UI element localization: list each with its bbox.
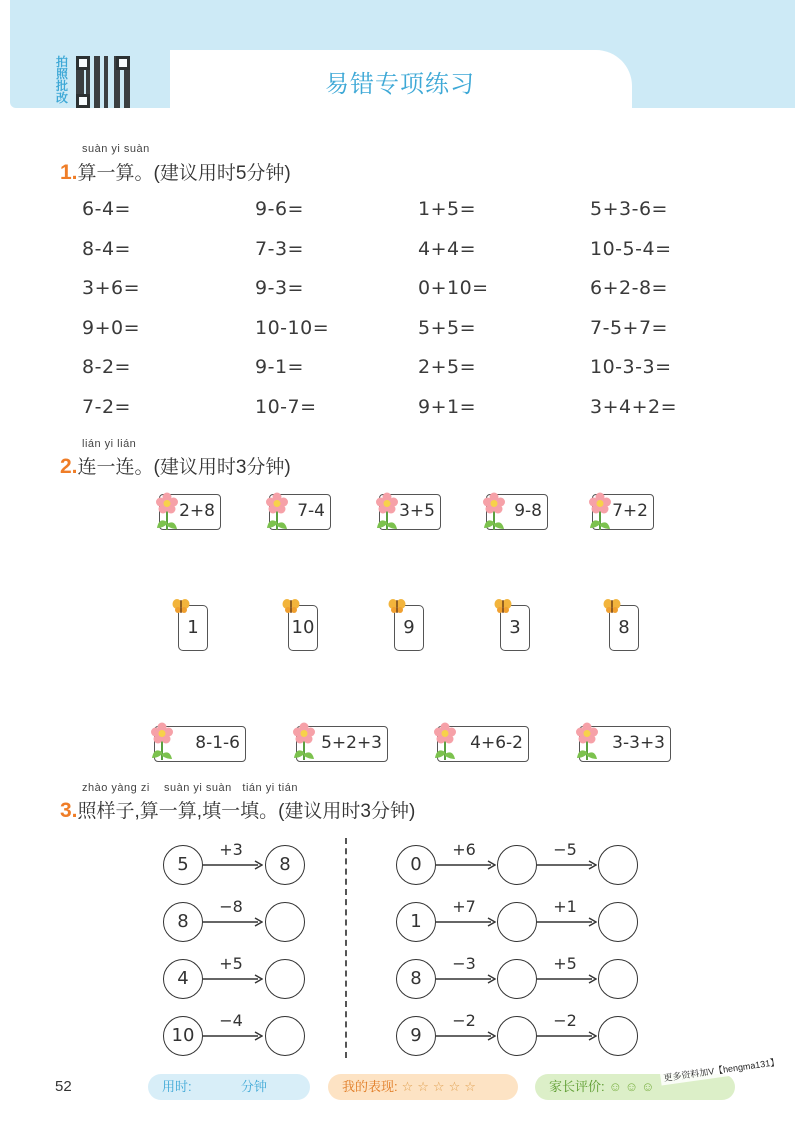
calc-item[interactable]: 5+3-6= xyxy=(590,198,668,220)
answer-circle: 8 xyxy=(265,845,305,885)
flower-icon xyxy=(155,492,179,532)
number-card[interactable]: 9 xyxy=(394,605,424,651)
arrow-icon xyxy=(537,974,597,984)
section-1-hint: (建议用时5分钟) xyxy=(153,163,291,184)
operation-label: −4 xyxy=(219,1011,243,1030)
flower-icon xyxy=(265,492,289,532)
page-title: 易错专项练习 xyxy=(325,71,475,98)
calc-item[interactable]: 7-3= xyxy=(255,237,304,260)
start-circle: 0 xyxy=(396,845,436,885)
performance-box xyxy=(328,1074,518,1100)
section-2-heading xyxy=(60,452,291,479)
calc-item[interactable]: 10-10= xyxy=(255,316,330,339)
answer-circle[interactable] xyxy=(497,902,537,942)
section-2-number: 2. xyxy=(60,455,78,478)
operation-label: −5 xyxy=(553,840,577,859)
section-1-pinyin: suàn yi suàn xyxy=(82,143,150,155)
calc-item[interactable]: 7-5+7= xyxy=(590,316,668,339)
arrow-icon xyxy=(203,917,263,927)
parent-label: 家长评价: xyxy=(549,1079,605,1094)
section-3-title: 照样子,算一算,填一填。 xyxy=(77,801,279,822)
calc-item[interactable]: 4+4= xyxy=(418,237,477,260)
flower-icon xyxy=(575,722,599,762)
expression-card[interactable]: 5+2+3 xyxy=(296,726,388,762)
start-circle: 4 xyxy=(163,959,203,999)
calc-item[interactable]: 8-4= xyxy=(82,237,131,260)
calc-item[interactable]: 5+5= xyxy=(418,316,477,339)
expression-card[interactable]: 4+6-2 xyxy=(437,726,529,762)
time-label: 用时: xyxy=(162,1079,192,1094)
calc-item[interactable]: 6-4= xyxy=(82,198,131,220)
flower-icon xyxy=(292,722,316,762)
expression-card[interactable]: 3+5 xyxy=(379,494,441,530)
page-number: 52 xyxy=(55,1078,72,1095)
calc-item[interactable]: 9-3= xyxy=(255,277,304,299)
star-rating[interactable]: ☆☆☆☆☆ xyxy=(401,1079,480,1094)
flower-icon xyxy=(588,492,612,532)
calc-item[interactable]: 10-7= xyxy=(255,395,317,418)
calc-item[interactable]: 10-3-3= xyxy=(590,356,672,378)
calc-item[interactable]: 9+1= xyxy=(418,395,477,418)
answer-circle[interactable] xyxy=(497,845,537,885)
expression-card[interactable]: 7+2 xyxy=(592,494,654,530)
butterfly-icon xyxy=(172,598,190,614)
flower-icon xyxy=(375,492,399,532)
section-2-hint: (建议用时3分钟) xyxy=(153,457,291,478)
qr-code[interactable] xyxy=(76,56,130,108)
calc-item[interactable]: 6+2-8= xyxy=(590,277,668,299)
arrow-icon xyxy=(203,860,263,870)
arrow-icon xyxy=(436,860,496,870)
number-card[interactable]: 8 xyxy=(609,605,639,651)
calc-item[interactable]: 3+4+2= xyxy=(590,395,678,418)
butterfly-icon xyxy=(494,598,512,614)
start-circle: 5 xyxy=(163,845,203,885)
operation-label: −2 xyxy=(452,1011,476,1030)
number-card[interactable]: 1 xyxy=(178,605,208,651)
arrow-icon xyxy=(537,860,597,870)
start-circle: 1 xyxy=(396,902,436,942)
answer-circle[interactable] xyxy=(497,959,537,999)
answer-circle[interactable] xyxy=(497,1016,537,1056)
section-2-pinyin: lián yi lián xyxy=(82,438,137,450)
butterfly-icon xyxy=(603,598,621,614)
section-1-number: 1. xyxy=(60,161,78,184)
start-circle: 8 xyxy=(396,959,436,999)
start-circle: 8 xyxy=(163,902,203,942)
operation-label: +5 xyxy=(219,954,243,973)
calc-item[interactable]: 2+5= xyxy=(418,356,477,378)
answer-circle[interactable] xyxy=(265,902,305,942)
section-1-title: 算一算。 xyxy=(77,163,154,184)
start-circle: 9 xyxy=(396,1016,436,1056)
section-3-heading xyxy=(60,796,415,823)
number-card[interactable]: 10 xyxy=(288,605,318,651)
arrow-icon xyxy=(203,974,263,984)
calc-item[interactable]: 9-1= xyxy=(255,356,304,378)
qr-side-label: 拍照批改 xyxy=(56,55,69,105)
operation-label: +1 xyxy=(553,897,577,916)
smiley-rating[interactable]: ☺☺☺ xyxy=(608,1079,658,1094)
operation-label: +5 xyxy=(553,954,577,973)
section-3-pinyin: zhào yàng zi suàn yi suàn tián yi tián xyxy=(82,782,298,794)
arrow-icon xyxy=(436,917,496,927)
time-unit: 分钟 xyxy=(240,1079,267,1094)
dashed-divider xyxy=(345,838,347,1058)
calc-item[interactable]: 3+6= xyxy=(82,277,141,299)
butterfly-icon xyxy=(282,598,300,614)
section-2-title: 连一连。 xyxy=(77,457,154,478)
calc-item[interactable]: 9+0= xyxy=(82,316,141,339)
flower-icon xyxy=(482,492,506,532)
expression-card[interactable]: 8-1-6 xyxy=(154,726,246,762)
arrow-icon xyxy=(203,1031,263,1041)
answer-circle[interactable] xyxy=(598,902,638,942)
number-card[interactable]: 3 xyxy=(500,605,530,651)
time-box xyxy=(148,1074,310,1100)
calc-item[interactable]: 0+10= xyxy=(418,277,489,299)
answer-circle[interactable] xyxy=(598,1016,638,1056)
operation-label: +6 xyxy=(452,840,476,859)
expression-card[interactable]: 7-4 xyxy=(269,494,331,530)
section-3-number: 3. xyxy=(60,799,78,822)
calc-item[interactable]: 9-6= xyxy=(255,198,304,220)
operation-label: +3 xyxy=(219,840,243,859)
start-circle: 10 xyxy=(163,1016,203,1056)
arrow-icon xyxy=(537,917,597,927)
flower-icon xyxy=(433,722,457,762)
section-3-hint: (建议用时3分钟) xyxy=(278,801,416,822)
operation-label: −3 xyxy=(452,954,476,973)
flower-icon xyxy=(150,722,174,762)
watermark-label: 更多资料加V【hengma131】 xyxy=(660,1054,783,1086)
calc-item[interactable]: 1+5= xyxy=(418,198,477,220)
operation-label: +7 xyxy=(452,897,476,916)
answer-circle[interactable] xyxy=(598,845,638,885)
arrow-icon xyxy=(436,1031,496,1041)
arrow-icon xyxy=(537,1031,597,1041)
arrow-icon xyxy=(436,974,496,984)
butterfly-icon xyxy=(388,598,406,614)
expression-card[interactable]: 3-3+3 xyxy=(579,726,671,762)
operation-label: −8 xyxy=(219,897,243,916)
operation-label: −2 xyxy=(553,1011,577,1030)
calc-item[interactable]: 8-2= xyxy=(82,356,131,378)
section-1-heading xyxy=(60,158,291,185)
performance-label: 我的表现: xyxy=(342,1079,398,1094)
expression-card[interactable]: 9-8 xyxy=(486,494,548,530)
answer-circle[interactable] xyxy=(265,1016,305,1056)
calc-item[interactable]: 10-5-4= xyxy=(590,237,672,260)
answer-circle[interactable] xyxy=(598,959,638,999)
answer-circle[interactable] xyxy=(265,959,305,999)
calc-item[interactable]: 7-2= xyxy=(82,395,131,418)
expression-card[interactable]: 2+8 xyxy=(159,494,221,530)
